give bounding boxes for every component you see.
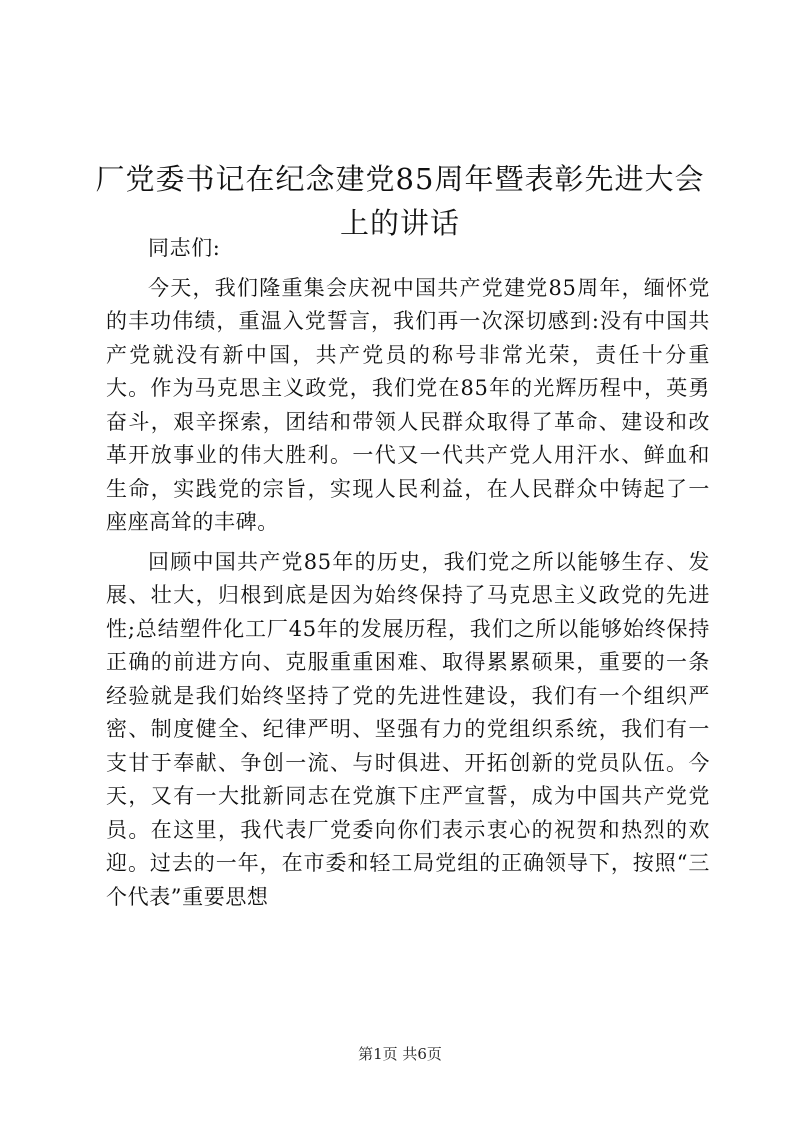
document-title: 厂党委书记在纪念建党85周年暨表彰先进大会上的讲话 — [95, 162, 705, 241]
greeting: 同志们: — [148, 236, 221, 260]
paragraph-2: 回顾中国共产党85年的历史，我们党之所以能够生存、发展、壮大，归根到底是因为始终保持了马克思主义政党的先进性;总结塑件化工厂45年的发展历程，我们之所以能够始终保持正确的前进方向、克服重重困难、取得累累硕果，重要的一条经验就是我们始终坚持了党的先进性建设，我们有一个组织严密、制度健全、纪律严明、坚强有力的党组织系统，我们有一支甘于奉献、争创一流、与时俱进、开拓创新的党员队伍。今天，又有一大批新同志在党旗下庄严宣誓，成为中国共产党党员。在这里，我代表厂党委向你们表示衷心的祝贺和热烈的欢迎。过去的一年，在市委和轻工局党组的正确领导下，按照“三个代表”重要思想 — [106, 549, 710, 909]
page-footer: 第1页 共6页 — [358, 1045, 442, 1063]
paragraph-1: 今天，我们隆重集会庆祝中国共产党建党85周年，缅怀党的丰功伟绩，重温入党誓言，我们再一次深切感到:没有中国共产党就没有新中国，共产党员的称号非常光荣，责任十分重大。作为马克思主义政党，我们党在85年的光辉历程中，英勇奋斗，艰辛探索，团结和带领人民群众取得了革命、建设和改革开放事业的伟大胜利。一代又一代共产党人用汗水、鲜血和生命，实践党的宗旨，实现人民利益，在人民群众中铸起了一座座高耸的丰碑。 — [106, 275, 710, 534]
document-body — [106, 232, 710, 920]
